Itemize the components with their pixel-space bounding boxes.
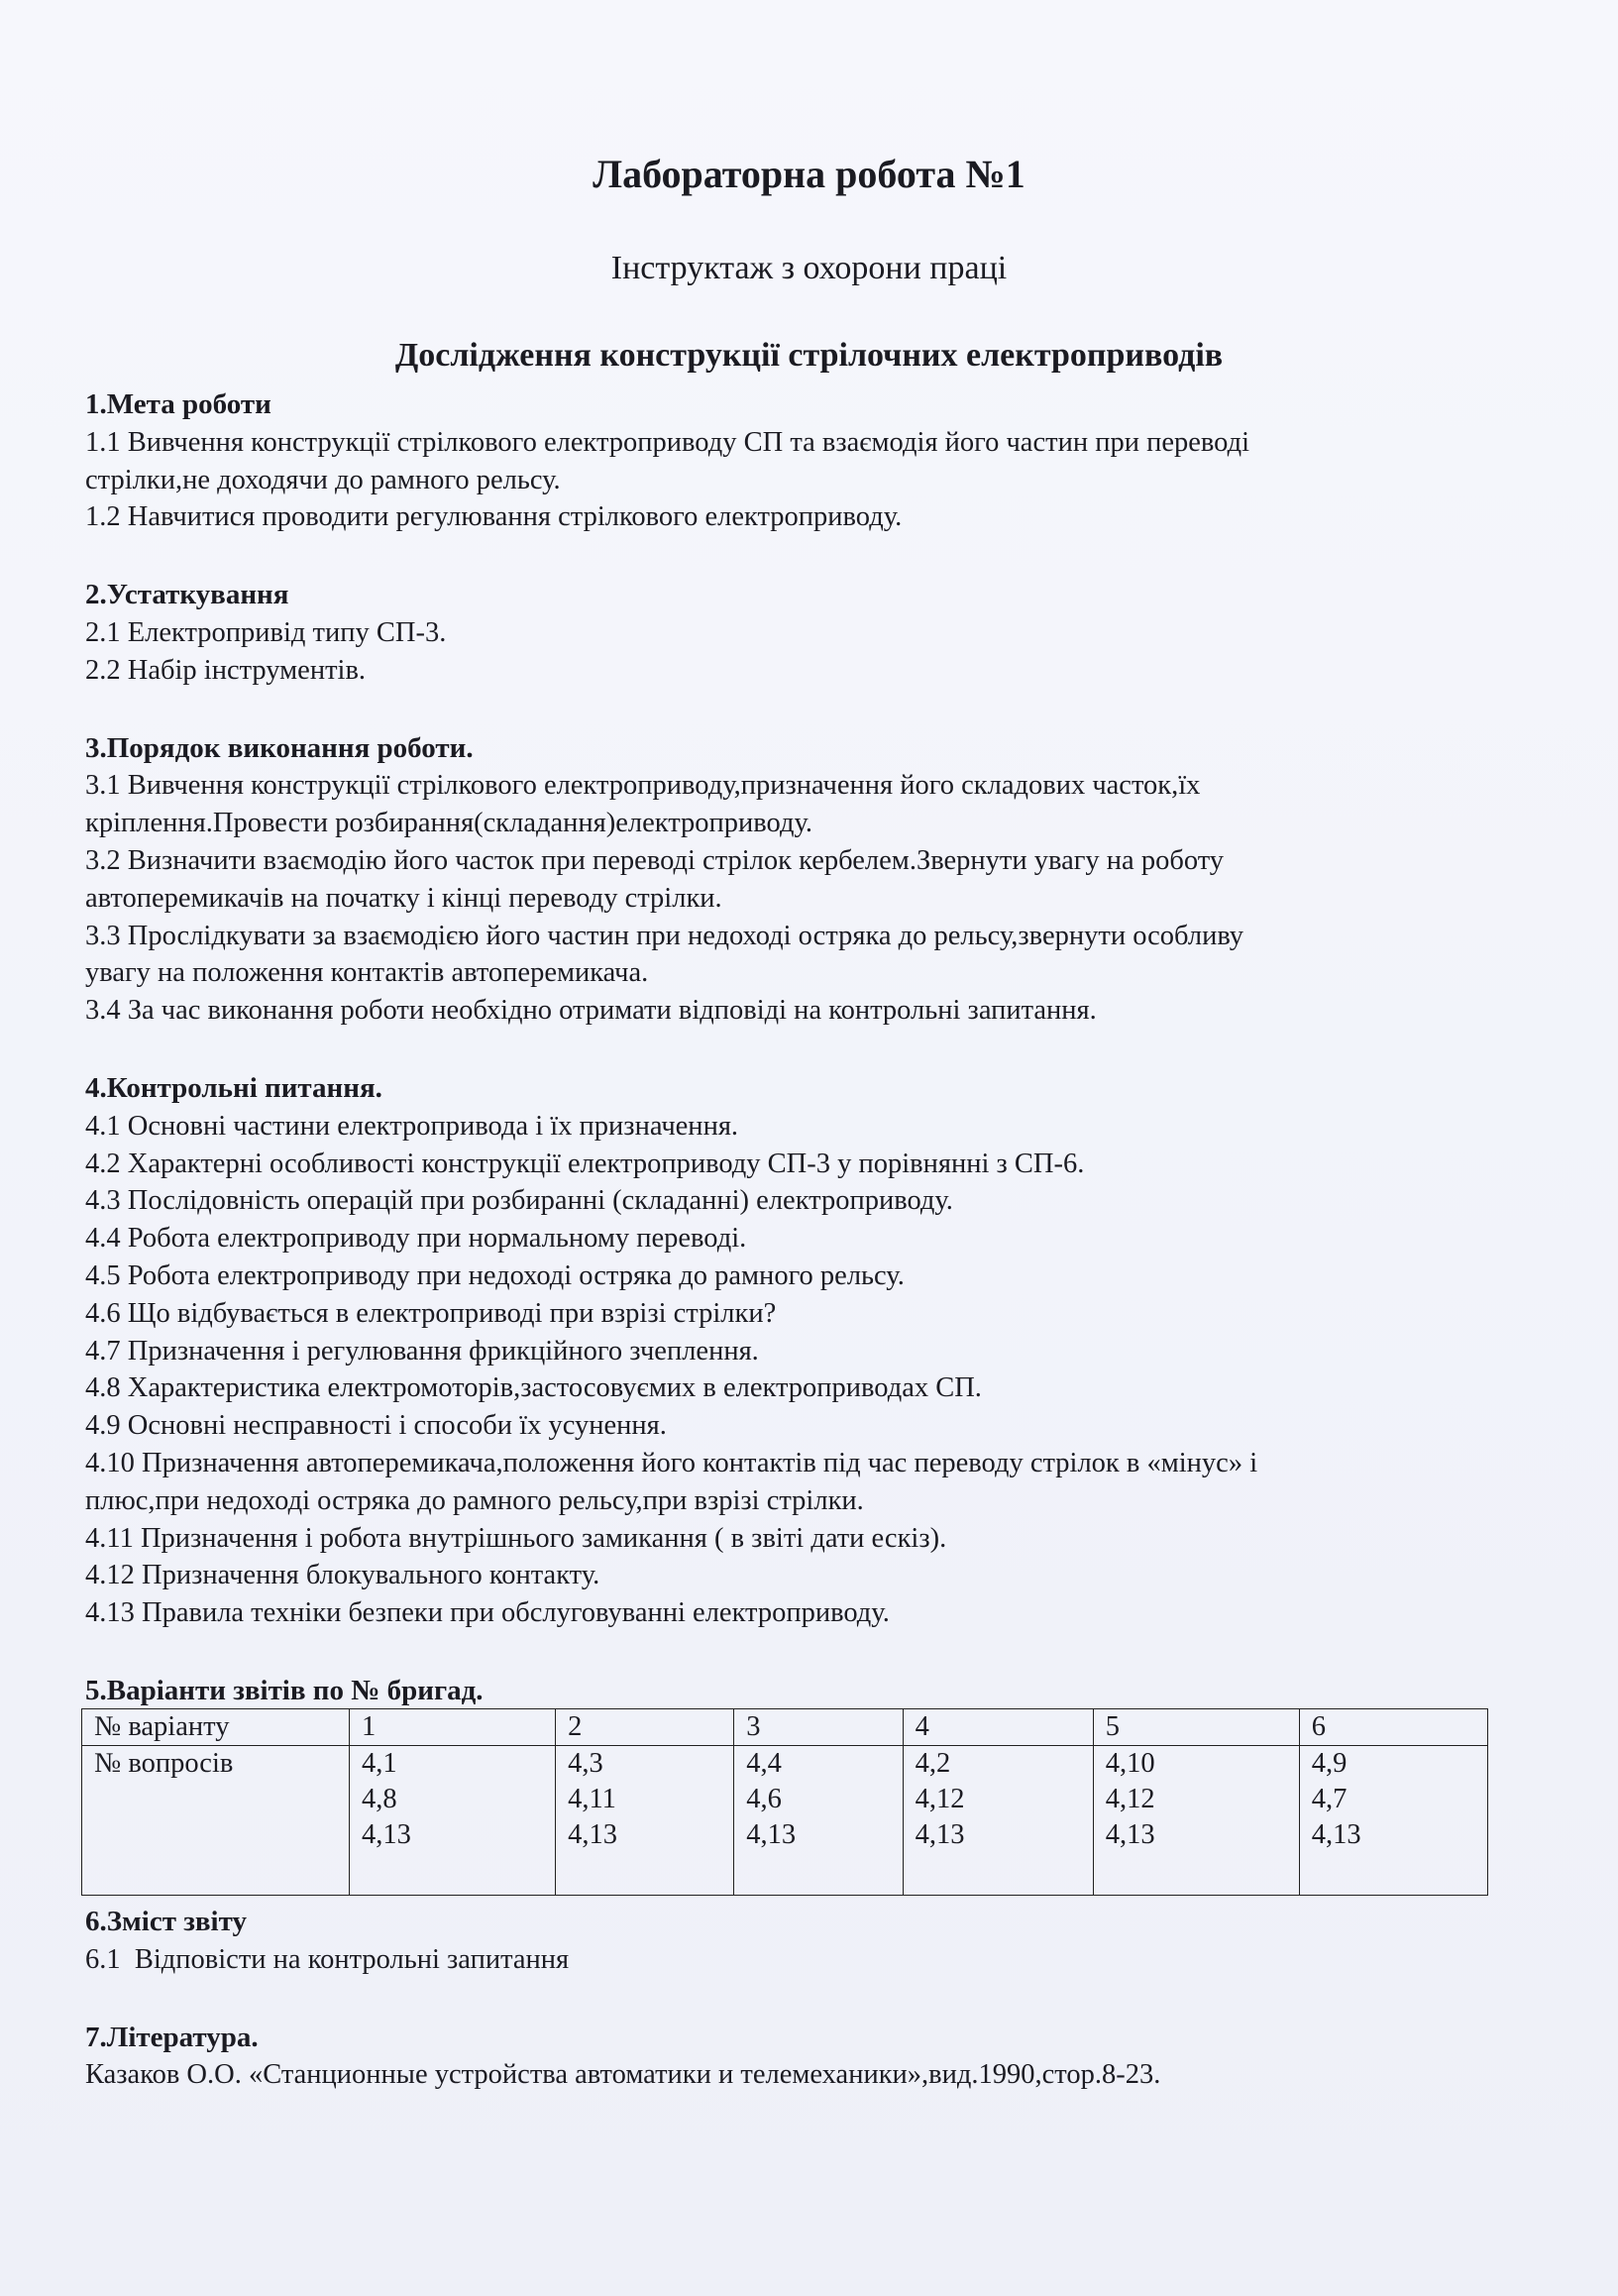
question-number: 4,9	[1311, 1747, 1348, 1779]
table-header-label: № варіанту	[82, 1708, 350, 1745]
section-line: автоперемикачів на початку і кінці переводу стрілки.	[85, 882, 722, 914]
table-header-row	[82, 1708, 1488, 1745]
question-number: 4,13	[568, 1818, 617, 1850]
question-line: 4.5 Робота електроприводу при недоході остряка до рамного рельсу.	[85, 1259, 905, 1291]
table-cell	[1093, 1745, 1299, 1895]
document-body	[85, 386, 1542, 2134]
section-heading: 7.Література.	[85, 2021, 259, 2053]
table-cell	[1299, 1745, 1487, 1895]
question-number: 4,12	[1105, 1783, 1155, 1814]
section-heading: 2.Устаткування	[85, 579, 289, 611]
section-heading: 3.Порядок виконання роботи.	[85, 731, 474, 764]
section-heading: 4.Контрольні питання.	[85, 1071, 382, 1104]
question-number: 4,11	[568, 1783, 616, 1814]
question-number: 4,13	[915, 1818, 965, 1850]
section-heading: 1.Мета роботи	[85, 388, 271, 420]
section-literature	[85, 2020, 1542, 2095]
document-subtitle: Інструктаж з охорони праці	[610, 250, 1008, 286]
section-goal	[85, 386, 1542, 536]
table-cell	[903, 1745, 1093, 1895]
section-equipment	[85, 577, 1542, 689]
section-line: 3.4 За час виконання роботи необхідно отримати відповіді на контрольні запитання.	[85, 995, 1097, 1027]
question-number: 4,2	[915, 1747, 951, 1779]
table-header-cell: 2	[556, 1708, 734, 1745]
question-line: 4.8 Характеристика електромоторів,застосовуємих в електроприводах СП.	[85, 1372, 982, 1404]
question-number: 4,13	[362, 1818, 411, 1850]
section-line: увагу на положення контактів автоперемикача.	[85, 957, 649, 989]
question-line: 4.6 Що відбувається в електроприводі при взрізі стрілки?	[85, 1297, 777, 1329]
question-number: 4,13	[746, 1818, 797, 1850]
section-heading: 5.Варіанти звітів по № бригад.	[85, 1674, 484, 1706]
question-line: плюс,при недоході остряка до рамного рельсу,при взрізі стрілки.	[85, 1484, 864, 1516]
document-title: Лабораторна робота №1	[593, 152, 1025, 196]
question-line: 4.9 Основні несправності і способи їх усунення.	[85, 1410, 667, 1442]
section-line: 6.1 Відповісти на контрольні запитання	[85, 1943, 570, 1975]
question-number: 4,12	[915, 1783, 965, 1814]
variants-table	[81, 1708, 1488, 1896]
section-line: 2.1 Електропривід типу СП-3.	[85, 616, 447, 648]
literature-reference: Казаков О.О. «Станционные устройства автоматики и телемеханики»,вид.1990,стор.8-23.	[85, 2059, 1161, 2091]
question-number: 4,6	[746, 1783, 782, 1814]
section-line: 3.3 Прослідкувати за взаємодією його частин при недоході остряка до рельсу,звернути особливу	[85, 920, 1244, 951]
table-cell	[734, 1745, 903, 1895]
question-line: 4.1 Основні частини електропривода і їх призначення.	[85, 1110, 739, 1142]
section-line: стрілки,не доходячи до рамного рельсу.	[85, 464, 561, 495]
question-line: 4.11 Призначення і робота внутрішнього замикання ( в звіті дати ескіз).	[85, 1522, 947, 1554]
table-header-cell: 3	[734, 1708, 903, 1745]
question-number: 4,8	[362, 1783, 397, 1814]
table-row-label: № вопросів	[82, 1745, 350, 1895]
question-line: 4.3 Послідовність операцій при розбиранні (складанні) електроприводу.	[85, 1185, 953, 1217]
table-cell	[350, 1745, 556, 1895]
question-line: 4.10 Призначення автоперемикача,положення його контактів під час переводу стрілок в «мінус» і	[85, 1447, 1258, 1478]
section-line: 1.1 Вивчення конструкції стрілкового електроприводу СП та взаємодія його частин при переводі	[85, 426, 1249, 458]
question-number: 4,1	[362, 1747, 397, 1779]
section-line: кріплення.Провести розбирання(складання)електроприводу.	[85, 808, 812, 839]
question-line: 4.2 Характерні особливості конструкції електроприводу СП-3 у порівнянні з СП-6.	[85, 1148, 1085, 1179]
question-number: 4,3	[568, 1747, 603, 1779]
document-topic: Дослідження конструкції стрілочних електроприводів	[394, 337, 1224, 374]
table-header-cell: 5	[1093, 1708, 1299, 1745]
question-line: 4.7 Призначення і регулювання фрикційного зчеплення.	[85, 1335, 759, 1367]
section-heading: 6.Зміст звіту	[85, 1905, 247, 1937]
table-header-cell: 4	[903, 1708, 1093, 1745]
question-number: 4,10	[1105, 1747, 1155, 1779]
section-line: 3.1 Вивчення конструкції стрілкового електроприводу,призначення його складових часток,їх	[85, 770, 1201, 802]
section-variants	[85, 1673, 1542, 1896]
section-line: 1.2 Навчитися проводити регулювання стрілкового електроприводу.	[85, 501, 903, 533]
question-line: 4.4 Робота електроприводу при нормальному переводі.	[85, 1223, 747, 1255]
section-questions	[85, 1070, 1542, 1632]
section-procedure	[85, 730, 1542, 1030]
table-cell	[556, 1745, 734, 1895]
question-line: 4.13 Правила техніки безпеки при обслуговуванні електроприводу.	[85, 1597, 890, 1629]
table-header-cell: 6	[1299, 1708, 1487, 1745]
section-line: 2.2 Набір інструментів.	[85, 654, 367, 686]
section-line: 3.2 Визначити взаємодію його часток при переводі стрілок кербелем.Звернути увагу на роботу	[85, 844, 1225, 876]
question-number: 4,13	[1105, 1818, 1155, 1850]
question-number: 4,7	[1311, 1783, 1348, 1814]
question-number: 4,13	[1311, 1818, 1361, 1850]
table-row	[82, 1745, 1488, 1895]
section-report	[85, 1904, 1542, 1979]
question-number: 4,4	[746, 1747, 782, 1779]
table-header-cell: 1	[350, 1708, 556, 1745]
question-line: 4.12 Призначення блокувального контакту.	[85, 1560, 600, 1591]
